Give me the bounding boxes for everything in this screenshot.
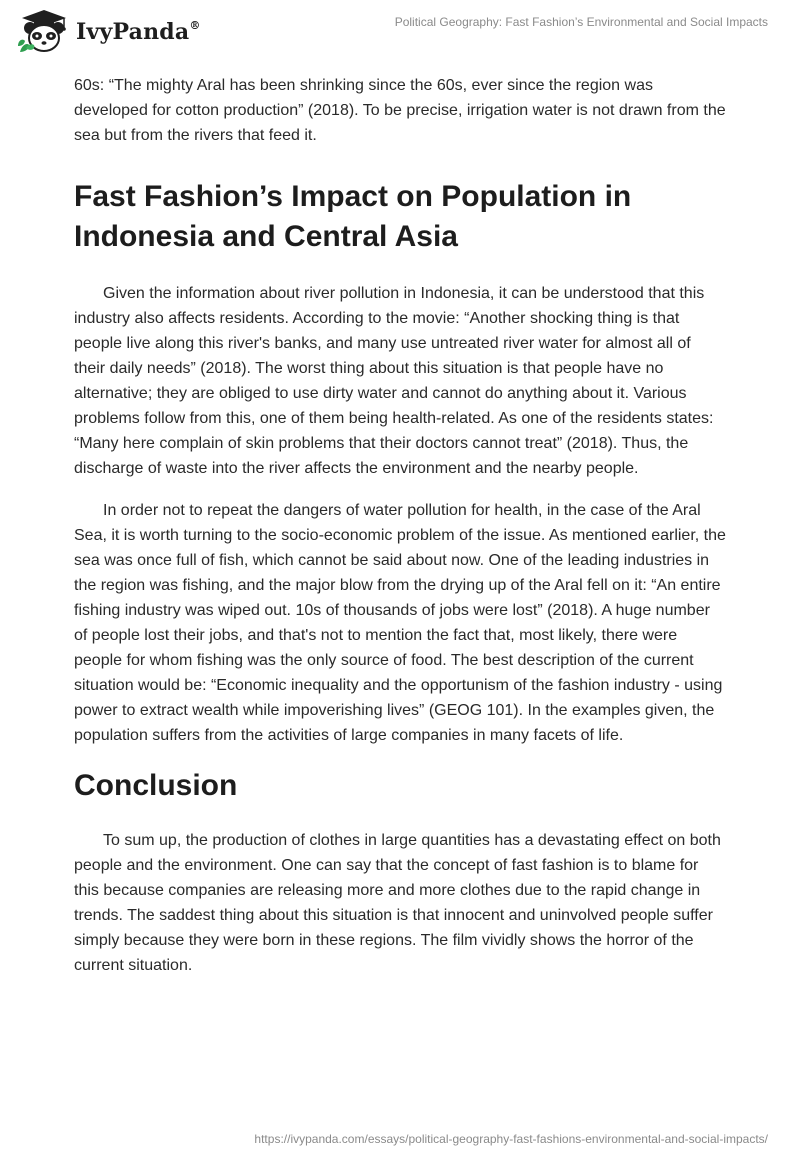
document-title: Political Geography: Fast Fashion’s Environmental and Social Impacts: [394, 15, 768, 29]
brand-name-text: IvyPanda: [76, 19, 190, 45]
section-heading-fast-fashion-impact: Fast Fashion’s Impact on Population in Indonesia and Central Asia: [74, 180, 632, 253]
intro-paragraph: 60s: “The mighty Aral has been shrinking since the 60s, ever since the region was developed for cotton production” (2018). To be precise, irrigation water is not drawn from the sea but from the rivers that feed it.: [74, 77, 726, 144]
registered-mark: ®: [189, 18, 201, 32]
panda-graduate-logo-icon: [14, 8, 72, 56]
brand-name: [76, 19, 201, 45]
paragraph-conclusion: To sum up, the production of clothes in large quantities has a devastating effect on both people and the environment. One can say that the concept of fast fashion is to blame for this because companies are releasing more and more clothes due to the rapid change in trends. The saddest thing about this situation is that innocent and uninvolved people suffer simply because they were born in these regions. The film vividly shows the horror of the current situation.: [74, 832, 721, 974]
source-url[interactable]: https://ivypanda.com/essays/political-geography-fast-fashions-environmental-and-social-impacts/: [254, 1132, 768, 1146]
document-body: [74, 73, 726, 978]
paragraph-river-pollution-indonesia: Given the information about river pollution in Indonesia, it can be understood that this industry also affects residents. According to the movie: “Another shocking thing is that people live along this river's banks, and many use untreated river water for almost all of their daily needs” (2018). The worst thing about this situation is that people have no alternative; they are obliged to use dirty water and cannot do anything about it. Various problems follow from this, one of them being health-related. As one of the residents states: “Many here complain of skin problems that their doctors cannot treat” (2018). Thus, the discharge of waste into the river affects the environment and the nearby people.: [74, 285, 714, 477]
ivypanda-logo[interactable]: [14, 8, 201, 56]
paragraph-aral-sea-fishing: In order not to repeat the dangers of water pollution for health, in the case of the Aral Sea, it is worth turning to the socio-economic problem of the issue. As mentioned earlier, the sea was once full of fish, which cannot be said about now. One of the leading industries in the region was fishing, and the major blow from the drying up of the Aral fell on it: “An entire fishing industry was wiped out. 10s of thousands of jobs were lost” (2018). A huge number of people lost their jobs, and that's not to mention the fact that, most likely, there were people for whom fishing was the only source of food. The best description of the current situation would be: “Economic inequality and the opportunism of the fashion industry - using power to extract wealth while impoverishing lives” (GEOG 101). In the examples given, the population suffers from the activities of large companies in many facets of life.: [74, 502, 726, 744]
section-heading-conclusion: Conclusion: [74, 769, 238, 802]
page-header: [0, 0, 800, 62]
